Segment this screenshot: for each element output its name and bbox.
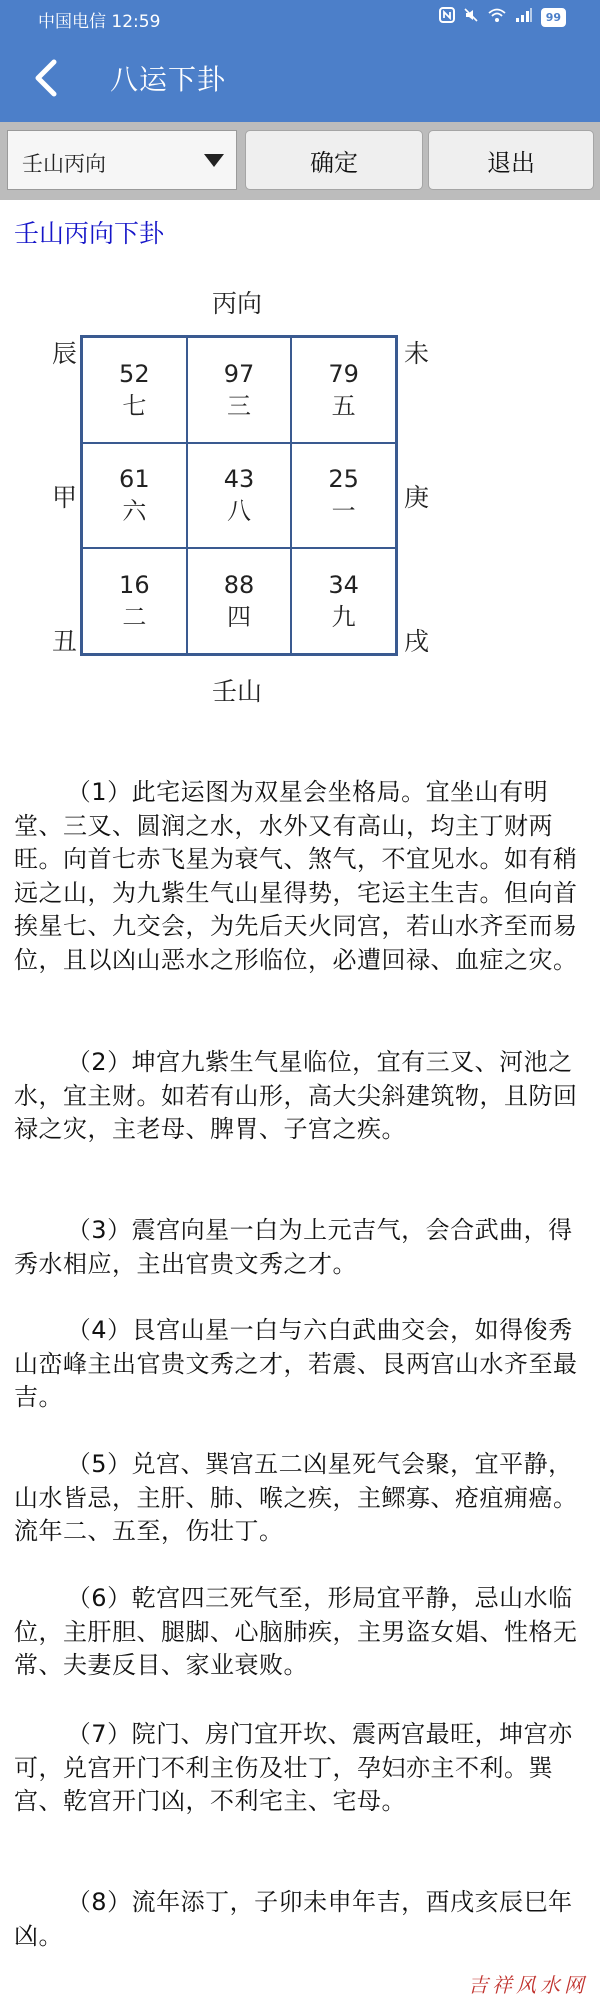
paragraph-8: （8）流年添丁，子卯未申年吉，酉戌亥辰巳年凶。: [14, 1888, 573, 1950]
select-value: 壬山丙向: [22, 152, 106, 176]
grid-cell: [187, 548, 292, 654]
cell-star: 七: [122, 391, 147, 420]
direction-bottom-left: 丑: [52, 627, 78, 656]
paragraph-4: （4）艮宫山星一白与六白武曲交会，如得俊秀山峦峰主出官贵文秀之才，若震、艮两宫山水齐至最吉。: [14, 1316, 578, 1411]
direction-bottom: 壬山: [212, 677, 263, 706]
flying-star-grid: [80, 335, 398, 656]
cell-numbers: 16: [119, 571, 150, 600]
back-arrow-icon: [26, 56, 66, 100]
grid-cell: [82, 337, 187, 443]
watermark: 吉祥风水网: [468, 1973, 588, 1997]
dropdown-arrow-icon: [204, 154, 224, 167]
carrier-time: 中国电信 12:59: [38, 12, 161, 32]
cell-star: 一: [331, 497, 356, 526]
grid-cell: [187, 337, 292, 443]
paragraph-7: （7）院门、房门宜开坎、震两宫最旺，坤宫亦可，兑宫开门不利主伤及壮丁，孕妇亦主不利。巽宫、乾宫开门凶，不利宅主、宅母。: [14, 1720, 573, 1815]
grid-cell: [291, 337, 396, 443]
back-button[interactable]: [26, 56, 66, 100]
app-bar: [0, 36, 600, 122]
paragraph-6: （6）乾宫四三死气至，形局宜平静，忌山水临位，主肝胆、腿脚、心脑肺疾，主男盗女娼、性格无常、夫妻反目、家业衰败。: [14, 1584, 578, 1679]
direction-top-right: 未: [404, 339, 430, 368]
paragraph-5: （5）兑宫、巽宫五二凶星死气会聚，宜平静，山水皆忌，主肝、肺、喉之疾，主鳏寡、疮疽痈癌。流年二、五至，伤壮丁。: [14, 1450, 578, 1545]
cell-numbers: 79: [328, 359, 359, 388]
wifi-icon: [487, 7, 507, 27]
mute-icon: [463, 7, 479, 27]
cell-numbers: 97: [223, 359, 255, 388]
cell-numbers: 43: [223, 465, 255, 494]
direction-top: 丙向: [212, 289, 263, 318]
status-icons: [439, 7, 566, 27]
cell-star: 六: [122, 497, 147, 526]
cell-star: 九: [331, 603, 356, 632]
grid-cell: [291, 548, 396, 654]
grid-cell: [82, 548, 187, 654]
direction-top-left: 辰: [52, 339, 78, 368]
cell-numbers: 88: [223, 571, 255, 600]
nfc-icon: [439, 7, 455, 27]
cell-numbers: 61: [119, 465, 150, 494]
exit-button[interactable]: 退出: [428, 130, 594, 190]
chart-subtitle: 壬山丙向下卦: [14, 219, 165, 248]
paragraph-3: （3）震宫向星一白为上元吉气，会合武曲，得秀水相应，主出官贵文秀之才。: [14, 1216, 573, 1278]
battery-icon: 99: [541, 8, 566, 27]
status-bar: [0, 0, 600, 36]
direction-bottom-right: 戌: [404, 627, 430, 656]
signal-icon: [515, 7, 533, 27]
cell-star: 八: [226, 497, 251, 526]
cell-star: 五: [331, 391, 356, 420]
paragraph-2: （2）坤宫九紫生气星临位，宜有三叉、河池之水，宜主财。如若有山形，高大尖斜建筑物，且防回禄之灾，主老母、脾胃、子宫之疾。: [14, 1048, 578, 1143]
direction-mid-right: 庚: [404, 483, 430, 512]
page-title: 八运下卦: [110, 63, 227, 96]
cell-star: 三: [226, 391, 251, 420]
cell-numbers: 25: [328, 465, 359, 494]
paragraph-1: （1）此宅运图为双星会坐格局。宜坐山有明堂、三叉、圆润之水，水外又有高山，均主丁财两旺。向首七赤飞星为衰气、煞气，不宜见水。如有稍远之山，为九紫生气山星得势，宅运主生吉。但向首挨星七、九交会，为先后天火同宫，若山水齐至而易位，且以凶山恶水之形临位，必遭回禄、血症之灾。: [14, 778, 578, 974]
cell-numbers: 34: [328, 571, 359, 600]
cell-star: 四: [226, 603, 251, 632]
confirm-button[interactable]: 确定: [245, 130, 423, 190]
grid-cell: [82, 443, 187, 549]
grid-cell: [187, 443, 292, 549]
toolbar: [0, 122, 600, 200]
cell-star: 二: [122, 603, 147, 632]
cell-numbers: 52: [119, 359, 150, 388]
direction-mid-left: 甲: [52, 483, 78, 512]
mountain-select[interactable]: [7, 130, 237, 190]
grid-cell: [291, 443, 396, 549]
